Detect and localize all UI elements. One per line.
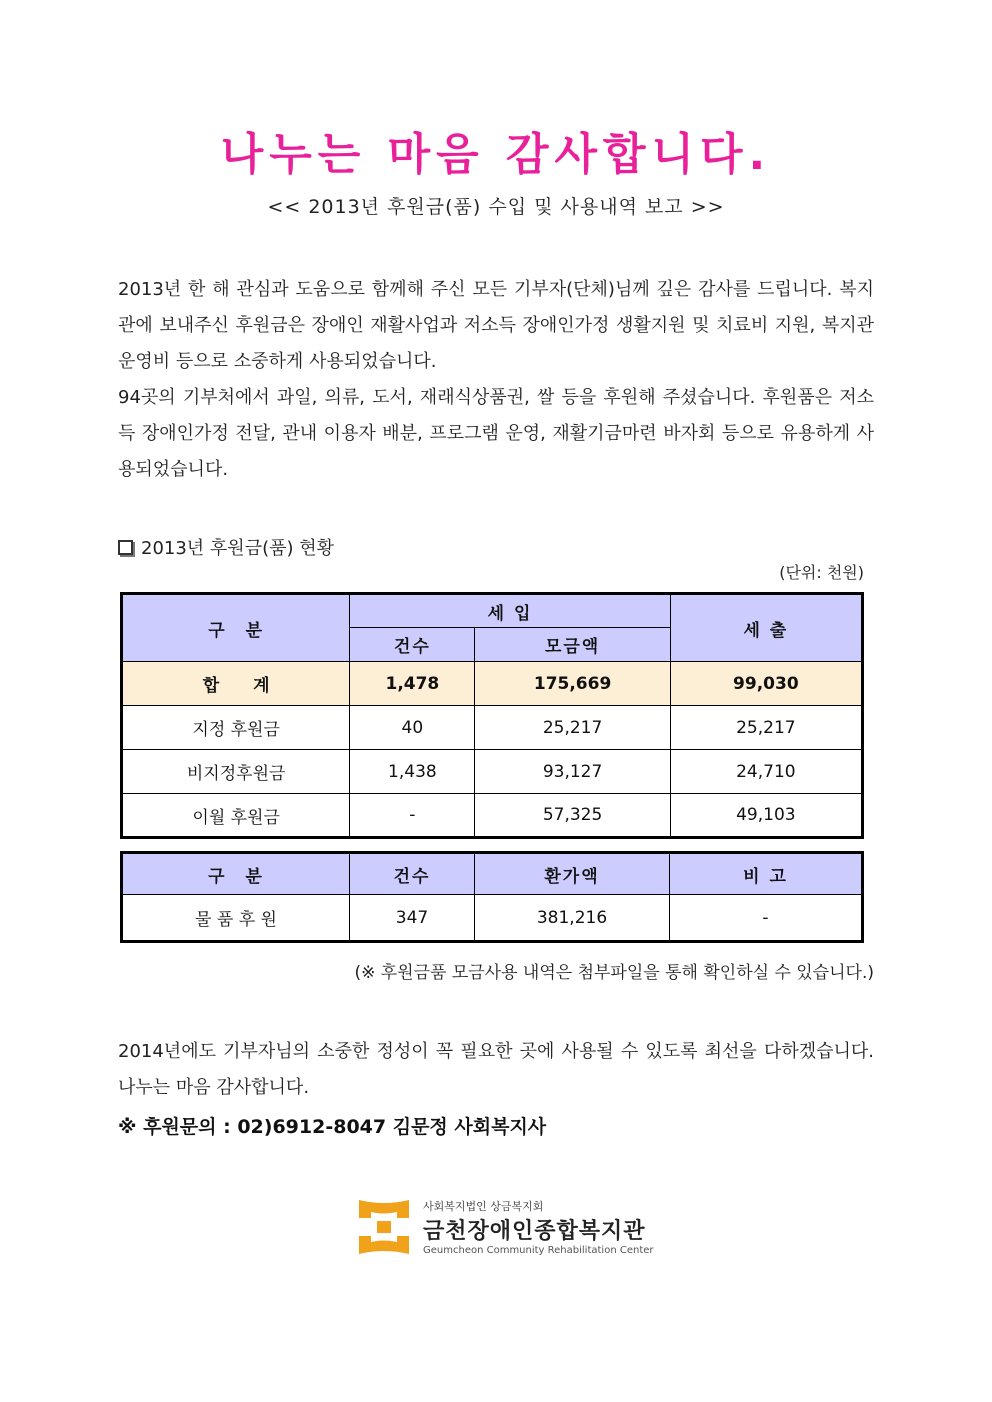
header-expense: 세 출 <box>670 594 862 662</box>
donation-table <box>120 592 864 839</box>
table-row <box>122 750 863 794</box>
logo-text <box>423 1198 654 1256</box>
row-count: 40 <box>350 706 475 750</box>
row-label: 물 품 후 원 <box>122 895 350 942</box>
org-name: 금천장애인종합복지관 <box>423 1219 646 1244</box>
closing-paragraph: 2014년에도 기부자님의 소중한 정성이 꼭 필요한 곳에 사용될 수 있도록 최선을 다하겠습니다. 나누는 마음 감사합니다. <box>118 1041 874 1098</box>
attachment-note: (※ 후원금품 모금사용 내역은 첨부파일을 통해 확인하실 수 있습니다.) <box>354 963 874 983</box>
row-count: 1,478 <box>350 662 475 706</box>
org-parent: 사회복지법인 상금복지회 <box>423 1200 544 1213</box>
table-header-row <box>122 853 863 895</box>
header-category: 구 분 <box>122 594 350 662</box>
row-expense: 49,103 <box>670 794 862 838</box>
row-value: 381,216 <box>475 895 670 942</box>
row-count: - <box>350 794 475 838</box>
header-amount: 모금액 <box>475 628 670 662</box>
header-value: 환가액 <box>475 853 670 895</box>
row-label: 이월 후원금 <box>122 794 350 838</box>
row-amount: 57,325 <box>475 794 670 838</box>
table-row <box>122 706 863 750</box>
row-label: 비지정후원금 <box>122 750 350 794</box>
org-english: Geumcheon Community Rehabilitation Center <box>423 1245 654 1256</box>
thanks-paragraph: 2013년 한 해 관심과 도움으로 함께해 주신 모든 기부자(단체)님께 깊은 감사를 드립니다. 복지관에 보내주신 후원금은 장애인 재활사업과 저소득 장애인가정 생활지원 및 치료비 지원, 복지관 운영비 등으로 소중하게 사용되었습니다. <box>118 279 874 372</box>
checkbox-icon <box>118 540 133 555</box>
header-category: 구 분 <box>122 853 350 895</box>
row-label: 지정 후원금 <box>122 706 350 750</box>
header-count: 건수 <box>350 853 475 895</box>
row-count: 1,438 <box>350 750 475 794</box>
table-row <box>122 794 863 838</box>
table-header-row <box>122 594 863 628</box>
section-title: 2013년 후원금(품) 현황 <box>141 538 335 559</box>
row-amount: 93,127 <box>475 750 670 794</box>
row-expense: 25,217 <box>670 706 862 750</box>
header-count: 건수 <box>350 628 475 662</box>
row-count: 347 <box>350 895 475 942</box>
table-row <box>122 895 863 942</box>
goods-paragraph: 94곳의 기부처에서 과일, 의류, 도서, 재래식상품권, 쌀 등을 후원해 주셨습니다. 후원품은 저소득 장애인가정 전달, 관내 이용자 배분, 프로그램 운영, 재활기금마련 바자회 등으로 유용하게 사용되었습니다. <box>118 387 874 480</box>
row-amount: 25,217 <box>475 706 670 750</box>
contact-info: ※ 후원문의 : 02)6912-8047 김문정 사회복지사 <box>118 1116 547 1138</box>
header-income: 세 입 <box>350 594 670 628</box>
goods-table <box>120 851 864 943</box>
unit-label: (단위: 천원) <box>779 563 864 582</box>
row-note: - <box>670 895 863 942</box>
organization-logo <box>355 1196 654 1258</box>
header-note: 비 고 <box>670 853 863 895</box>
row-label: 합 계 <box>122 662 350 706</box>
table-row <box>122 662 863 706</box>
row-expense: 99,030 <box>670 662 862 706</box>
report-subtitle: << 2013년 후원금(품) 수입 및 사용내역 보고 >> <box>267 196 725 218</box>
row-amount: 175,669 <box>475 662 670 706</box>
logo-mark-icon <box>355 1196 413 1258</box>
section-heading <box>118 534 334 560</box>
row-expense: 24,710 <box>670 750 862 794</box>
page-title: 나누는 마음 감사합니다. <box>220 129 772 180</box>
